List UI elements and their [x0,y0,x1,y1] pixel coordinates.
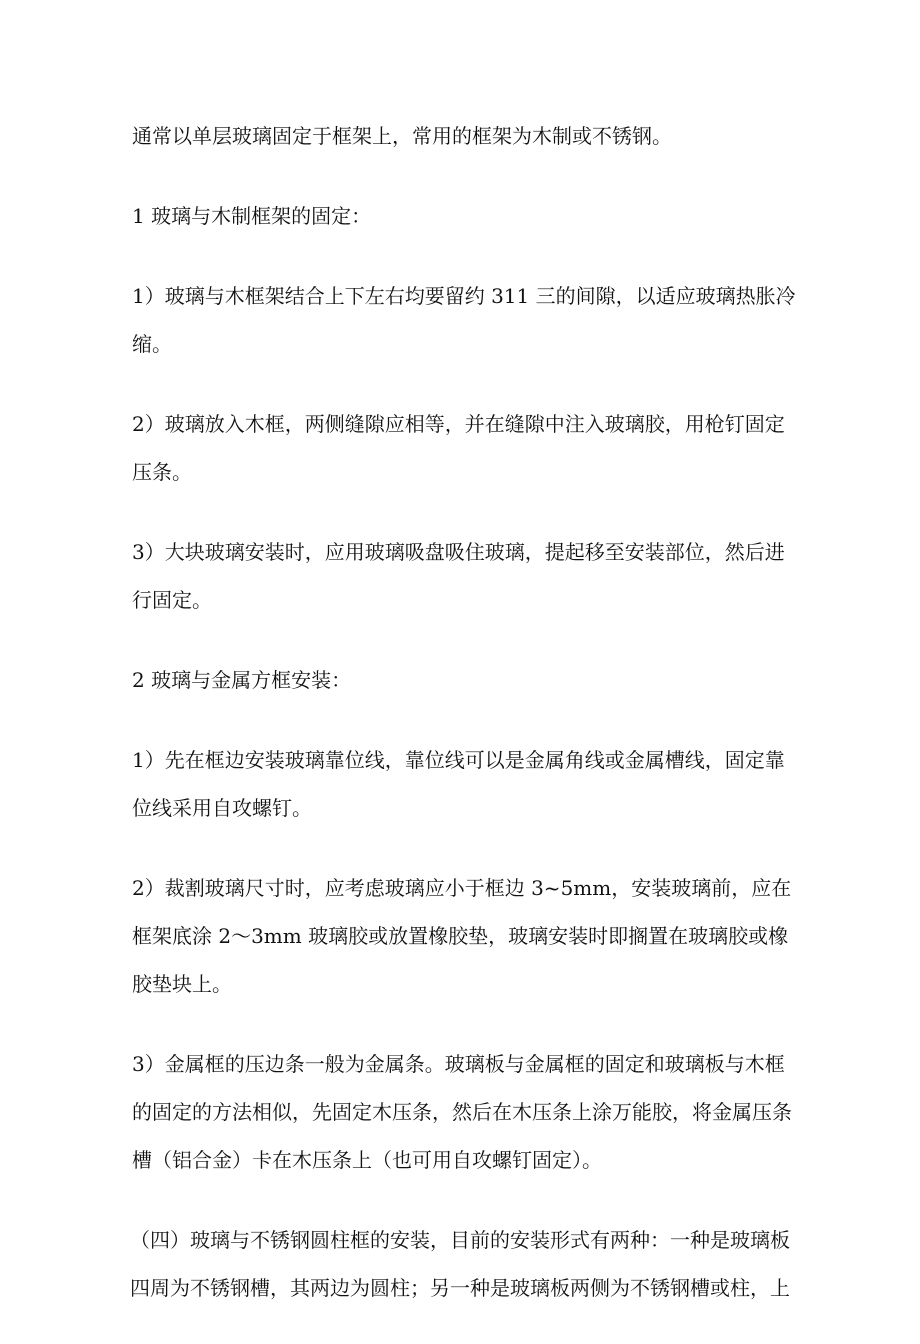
paragraph-metal-step-2: 2）裁割玻璃尺寸时，应考虑玻璃应小于框边 3~5mm，安装玻璃前，应在框架底涂 2～3mm 玻璃胶或放置橡胶垫，玻璃安装时即搁置在玻璃胶或橡胶垫块上。 [132,876,792,996]
document-body [132,112,796,1344]
paragraph-stainless-column: （四）玻璃与不锈钢圆柱框的安装，目前的安装形式有两种：一种是玻璃板四周为不锈钢槽，其两边为圆柱；另一种是玻璃板两侧为不锈钢槽或柱，上 [130,1228,790,1300]
paragraph-wood-step-2: 2）玻璃放入木框，两侧缝隙应相等，并在缝隙中注入玻璃胶，用枪钉固定压条。 [132,412,785,484]
paragraph-wood-step-1: 1）玻璃与木框架结合上下左右均要留约 311 三的间隙，以适应玻璃热胀冷缩。 [132,284,796,356]
section-heading-wood-frame: 1 玻璃与木制框架的固定： [132,204,372,228]
paragraph-metal-step-3: 3）金属框的压边条一般为金属条。玻璃板与金属框的固定和玻璃板与木框的固定的方法相似，先固定木压条，然后在木压条上涂万能胶，将金属压条槽（铝合金）卡在木压条上（也可用自攻螺钉固定）。 [132,1052,792,1172]
paragraph-intro: 通常以单层玻璃固定于框架上，常用的框架为木制或不锈钢。 [132,124,672,148]
paragraph-wood-step-3: 3）大块玻璃安装时，应用玻璃吸盘吸住玻璃，提起移至安装部位，然后进行固定。 [132,540,785,612]
paragraph-metal-step-1: 1）先在框边安装玻璃靠位线，靠位线可以是金属角线或金属槽线，固定靠位线采用自攻螺钉。 [132,748,785,820]
section-heading-metal-frame: 2 玻璃与金属方框安装： [132,668,352,692]
